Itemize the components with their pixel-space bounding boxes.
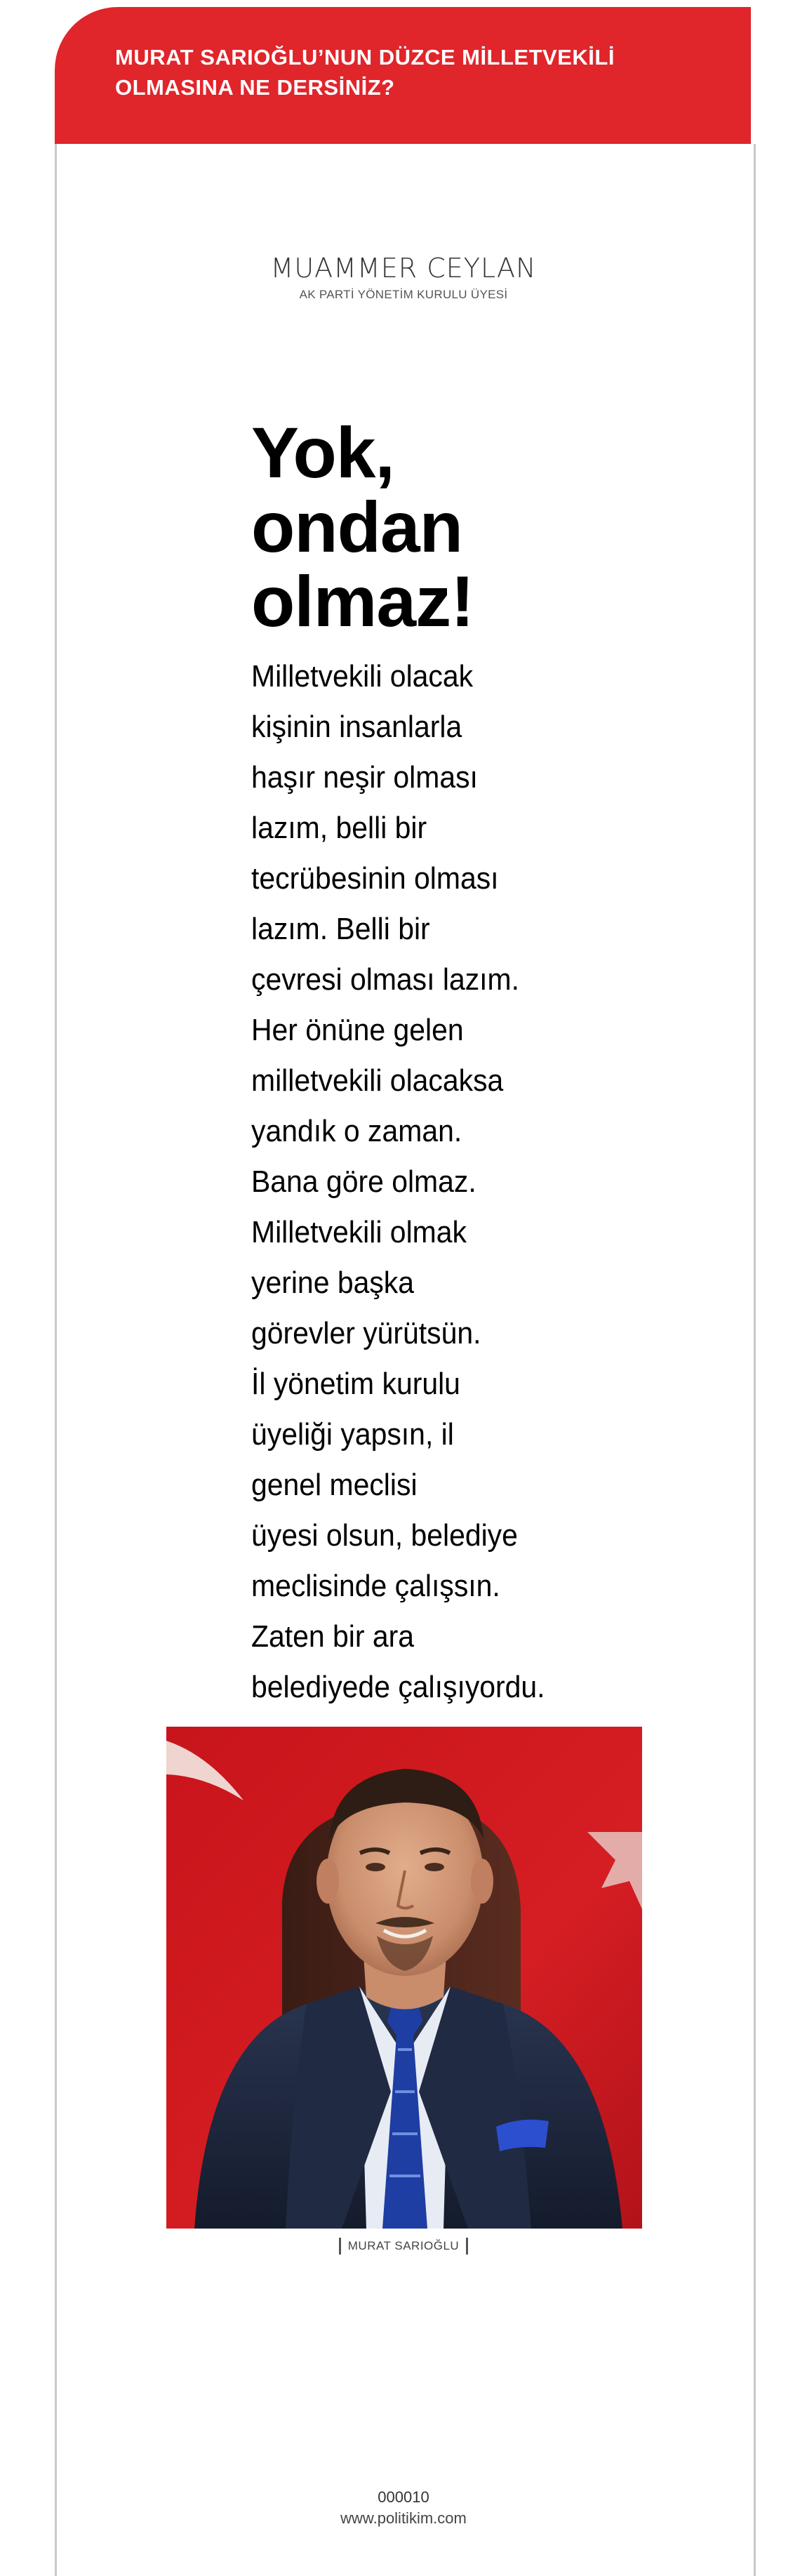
portrait-photo [166, 1727, 642, 2229]
body-line: üyeliği yapsın, il [251, 1417, 454, 1452]
photo-caption-text: MURAT SARIOĞLU [339, 2238, 468, 2255]
author-title: AK PARTİ YÖNETİM KURULU ÜYESİ [299, 288, 508, 301]
body-line: genel meclisi [251, 1468, 418, 1502]
banner-title [115, 42, 723, 102]
body-line: milletvekili olacaksa [251, 1063, 504, 1098]
body-line: çevresi olması lazım. [251, 962, 520, 997]
body-line: İl yönetim kurulu [251, 1367, 460, 1401]
website-link[interactable]: www.politikim.com [340, 2509, 467, 2527]
body-line: Milletvekili olmak [251, 1215, 467, 1249]
page-footer [0, 2487, 807, 2529]
banner-title-line-1: MURAT SARIOĞLU’NUN DÜZCE MİLLETVEKİLİ [115, 45, 615, 69]
body-line: Milletvekili olacak [251, 659, 474, 693]
body-line: üyesi olsun, belediye [251, 1518, 518, 1553]
banner-title-line-2: OLMASINA NE DERSİNİZ? [115, 75, 395, 100]
body-line: belediyede çalışıyordu. [251, 1670, 545, 1704]
headline-line: ondan [251, 487, 462, 567]
body-line: lazım. Belli bir [251, 912, 430, 946]
body-line: Bana göre olmaz. [251, 1164, 476, 1199]
body-line: tecrübesinin olması [251, 861, 499, 896]
headline-line: Yok, [251, 413, 394, 493]
body-line: meclisinde çalışsın. [251, 1569, 500, 1603]
quote-body [251, 651, 617, 1713]
body-line: Her önüne gelen [251, 1013, 464, 1047]
headline [251, 413, 602, 642]
photo-caption [0, 2238, 807, 2255]
author-name: MUAMMER CEYLAN [270, 253, 537, 284]
question-banner [55, 7, 751, 144]
body-line: Zaten bir ara [251, 1619, 415, 1654]
author-block [0, 253, 807, 302]
headline-line: olmaz! [251, 562, 474, 642]
page-border-left [55, 144, 57, 2576]
page-border-right [754, 144, 756, 2576]
body-line: yandık o zaman. [251, 1114, 462, 1148]
body-line: lazım, belli bir [251, 811, 427, 845]
body-line: kişinin insanlarla [251, 710, 462, 744]
body-line: görevler yürütsün. [251, 1316, 481, 1350]
page-code: 000010 [378, 2488, 429, 2506]
body-line: yerine başka [251, 1266, 415, 1300]
body-line: haşır neşir olması [251, 760, 478, 795]
